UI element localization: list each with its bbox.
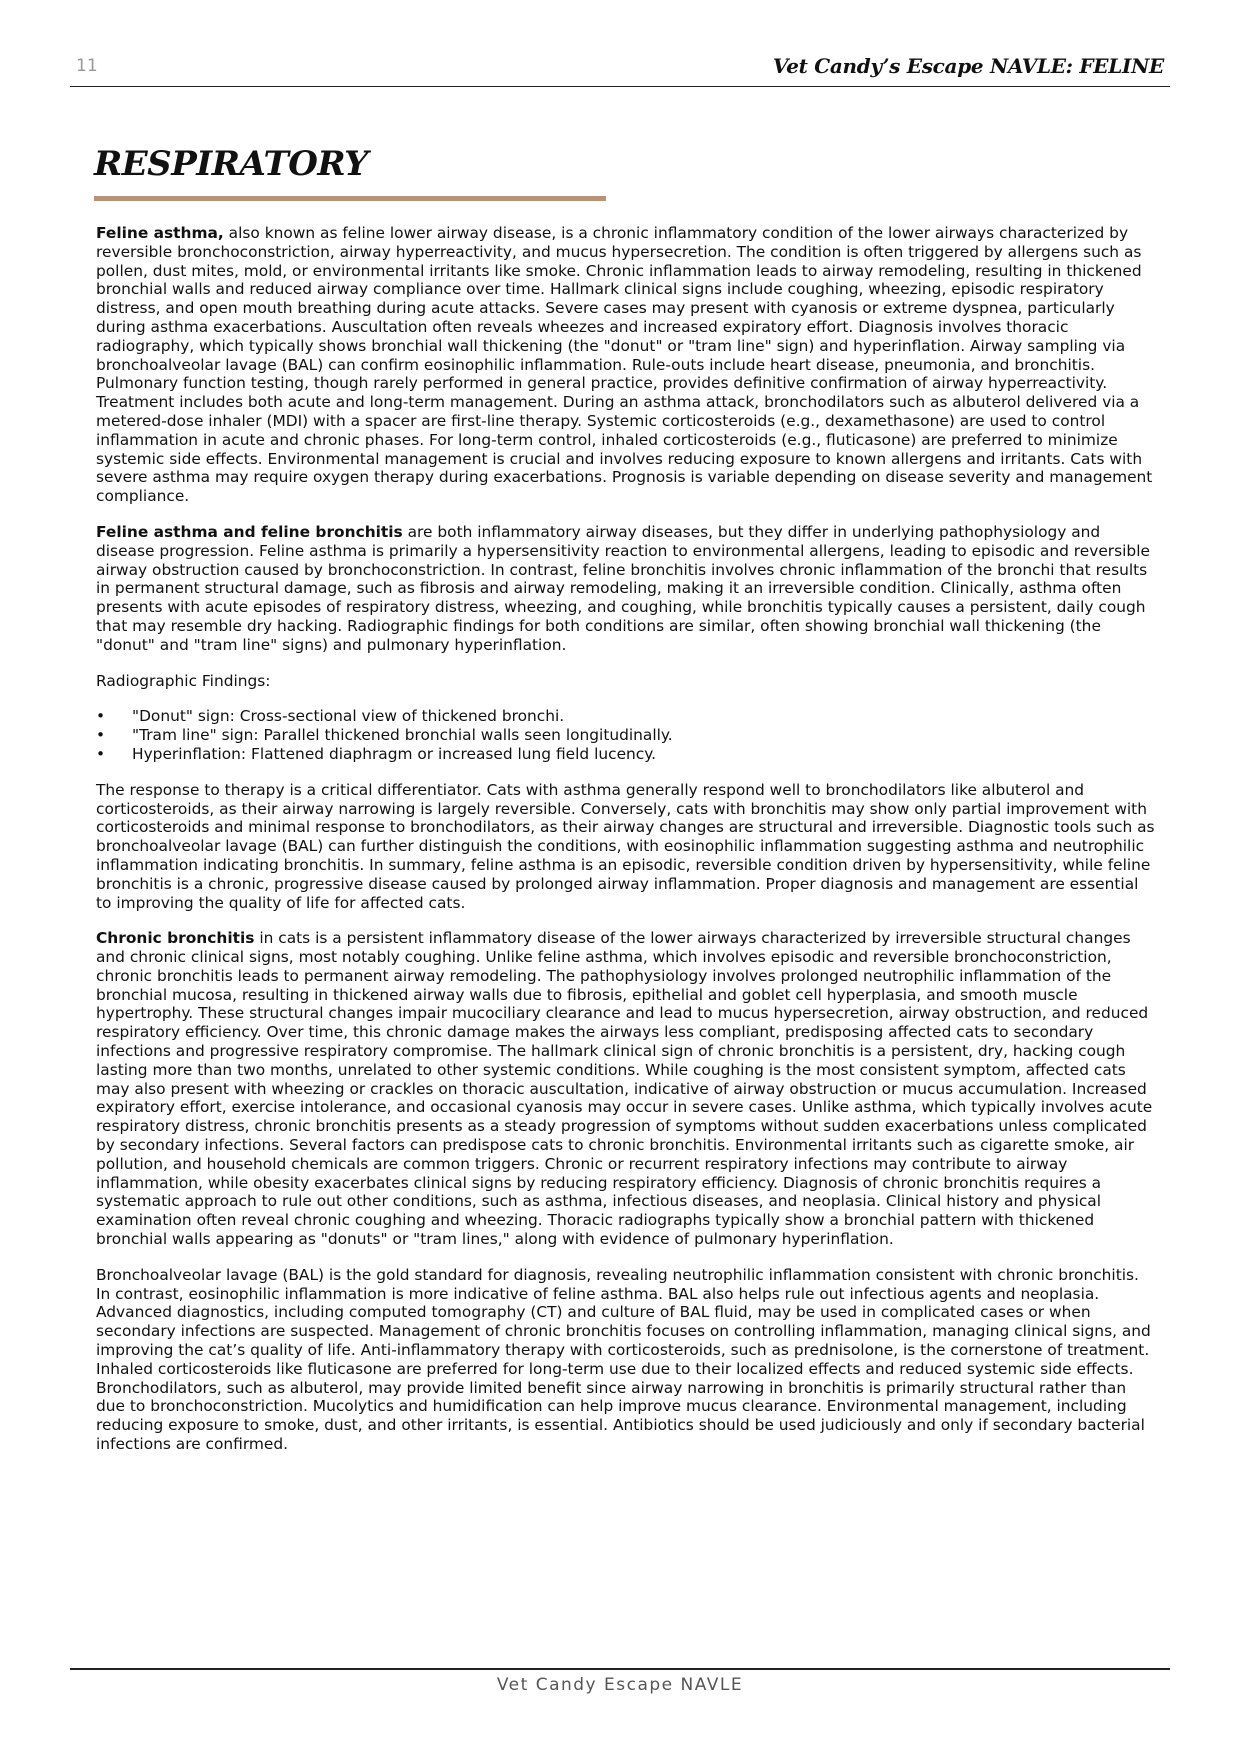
paragraph-feline-asthma: [96, 224, 1156, 506]
section-title: RESPIRATORY: [94, 144, 368, 184]
footer-text: Vet Candy Escape NAVLE: [496, 1675, 744, 1695]
paragraph-text: in cats is a persistent inflammatory disease of the lower airways characterized by irreversible structural changes and chronic clinical signs, most notably coughing. Unlike feline asthma, which involves episodic and reversible bronchoconstriction, chronic bronchitis leads to permanent airway remodeling. The pathophysiology involves prolonged neutrophilic inflammation of the bronchial mucosa, resulting in thickened airway walls due to fibrosis, epithelial and goblet cell hyperplasia, and smooth muscle hypertrophy. These structural changes impair mucociliary clearance and lead to mucus hypersecretion, airway obstruction, and reduced respiratory efficiency. Over time, this chronic damage makes the airways less compliant, predisposing affected cats to secondary infections and progressive respiratory compromise. The hallmark clinical sign of chronic bronchitis is a persistent, dry, hacking cough lasting more than two months, unrelated to other systemic conditions. While coughing is the most consistent symptom, affected cats may also present with wheezing or crackles on thoracic auscultation, indicative of airway obstruction or mucus accumulation. Increased expiratory effort, exercise intolerance, and occasional cyanosis may occur in severe cases. Unlike asthma, which typically involves acute respiratory distress, chronic bronchitis presents as a steady progression of symptoms without sudden exacerbations unless complicated by secondary infections. Several factors can predispose cats to chronic bronchitis. Environmental irritants such as cigarette smoke, air pollution, and household chemicals are common triggers. Chronic or recurrent respiratory infections may contribute to airway inflammation, while obesity exacerbates clinical signs by reducing respiratory efficiency. Diagnosis of chronic bronchitis requires a systematic approach to rule out other conditions, such as asthma, infectious diseases, and neoplasia. Clinical history and physical examination often reveal chronic coughing and wheezing. Thoracic radiographs typically show a bronchial pattern with thickened bronchial walls appearing as "donuts" or "tram lines," along with evidence of pulmonary hyperinflation.: [96, 929, 1153, 1249]
paragraph-text: are both inflammatory airway diseases, but they differ in underlying pathophysiology and disease progression. Feline asthma is primarily a hypersensitivity reaction to environmental allergens, leading to episodic and reversible airway obstruction caused by bronchoconstriction. In contrast, feline bronchitis involves chronic inflammation of the bronchi that results in permanent structural damage, such as fibrosis and airway remodeling, making it an irreversible condition. Clinically, asthma often presents with acute episodes of respiratory distress, wheezing, and coughing, while bronchitis typically causes a persistent, daily cough that may resemble dry hacking. Radiographic findings for both conditions are similar, often showing bronchial wall thickening (the "donut" and "tram line" signs) and pulmonary hyperinflation.: [96, 522, 1150, 654]
paragraph-lead: Feline asthma and feline bronchitis: [96, 522, 403, 541]
list-item: • "Tram line" sign: Parallel thickened bronchial walls seen longitudinally.: [96, 726, 1156, 745]
paragraph-lead: Chronic bronchitis: [96, 929, 255, 948]
findings-list: [96, 707, 1156, 763]
findings-heading: Radiographic Findings:: [96, 671, 271, 690]
book-title: Vet Candy’s Escape NAVLE: FELINE: [772, 54, 1164, 78]
footer-divider: [70, 1668, 1170, 1670]
page-header: [70, 50, 1170, 87]
title-underline: [94, 196, 606, 201]
list-item: • "Donut" sign: Cross-sectional view of thickened bronchi.: [96, 707, 1156, 726]
paragraph-bal-management: Bronchoalveolar lavage (BAL) is the gold standard for diagnosis, revealing neutrophilic inflammation consistent with chronic bronchitis. In contrast, eosinophilic inflammation is more indicative of feline asthma. BAL also helps rule out infectious agents and neoplasia. Advanced diagnostics, including computed tomography (CT) and culture of BAL fluid, may be used in complicated cases or when secondary infections are suspected. Management of chronic bronchitis focuses on controlling inflammation, managing clinical signs, and improving the cat’s quality of life. Anti-inflammatory therapy with corticosteroids, such as prednisolone, is the cornerstone of treatment. Inhaled corticosteroids like fluticasone are preferred for long-term use due to their localized effects and reduced systemic side effects. Bronchodilators, such as albuterol, may provide limited benefit since airway narrowing in bronchitis is primarily structural rather than due to bronchoconstriction. Mucolytics and humidification can help improve mucus clearance. Environmental management, including reducing exposure to smoke, dust, and other irritants, is essential. Antibiotics should be used judiciously and only if secondary bacterial infections are confirmed.: [96, 1265, 1151, 1454]
page-number: 11: [76, 56, 98, 76]
paragraph-therapy-response: The response to therapy is a critical differentiator. Cats with asthma generally respond well to bronchodilators like albuterol and corticosteroids, as their airway narrowing is largely reversible. Conversely, cats with bronchitis may show only partial improvement with corticosteroids and minimal response to bronchodilators, as their airway changes are structural and irreversible. Diagnostic tools such as bronchoalveolar lavage (BAL) can further distinguish the conditions, with eosinophilic inflammation suggesting asthma and neutrophilic inflammation indicating bronchitis. In summary, feline asthma is an episodic, reversible condition driven by hypersensitivity, while feline bronchitis is a chronic, progressive disease caused by prolonged airway inflammation. Proper diagnosis and management are essential to improving the quality of life for affected cats.: [96, 780, 1155, 912]
list-item: • Hyperinflation: Flattened diaphragm or increased lung field lucency.: [96, 745, 1156, 764]
paragraph-asthma-vs-bronchitis: [96, 523, 1156, 655]
paragraph-text: also known as feline lower airway disease, is a chronic inflammatory condition of the lower airways characterized by reversible bronchoconstriction, airway hyperreactivity, and mucus hypersecretion. The condition is often triggered by allergens such as pollen, dust mites, mold, or environmental irritants like smoke. Chronic inflammation leads to airway remodeling, resulting in thickened bronchial walls and reduced airway compliance over time. Hallmark clinical signs include coughing, wheezing, episodic respiratory distress, and open mouth breathing during acute attacks. Severe cases may present with cyanosis or extreme dyspnea, particularly during asthma exacerbations. Auscultation often reveals wheezes and increased expiratory effort. Diagnosis involves thoracic radiography, which typically shows bronchial wall thickening (the "donut" or "tram line" sign) and hyperinflation. Airway sampling via bronchoalveolar lavage (BAL) can confirm eosinophilic inflammation. Rule-outs include heart disease, pneumonia, and bronchitis. Pulmonary function testing, though rarely performed in general practice, provides definitive confirmation of airway hyperreactivity. Treatment includes both acute and long-term management. During an asthma attack, bronchodilators such as albuterol delivered via a metered-dose inhaler (MDI) with a spacer are first-line therapy. Systemic corticosteroids (e.g., dexamethasone) are used to control inflammation in acute and chronic phases. For long-term control, inhaled corticosteroids (e.g., fluticasone) are preferred to minimize systemic side effects. Environmental management is crucial and involves reducing exposure to known allergens and irritants. Cats with severe asthma may require oxygen therapy during exacerbations. Prognosis is variable depending on disease severity and management compliance.: [96, 224, 1153, 506]
main-content: [96, 224, 1156, 1471]
paragraph-lead: Feline asthma,: [96, 224, 224, 242]
paragraph-chronic-bronchitis: [96, 929, 1156, 1249]
